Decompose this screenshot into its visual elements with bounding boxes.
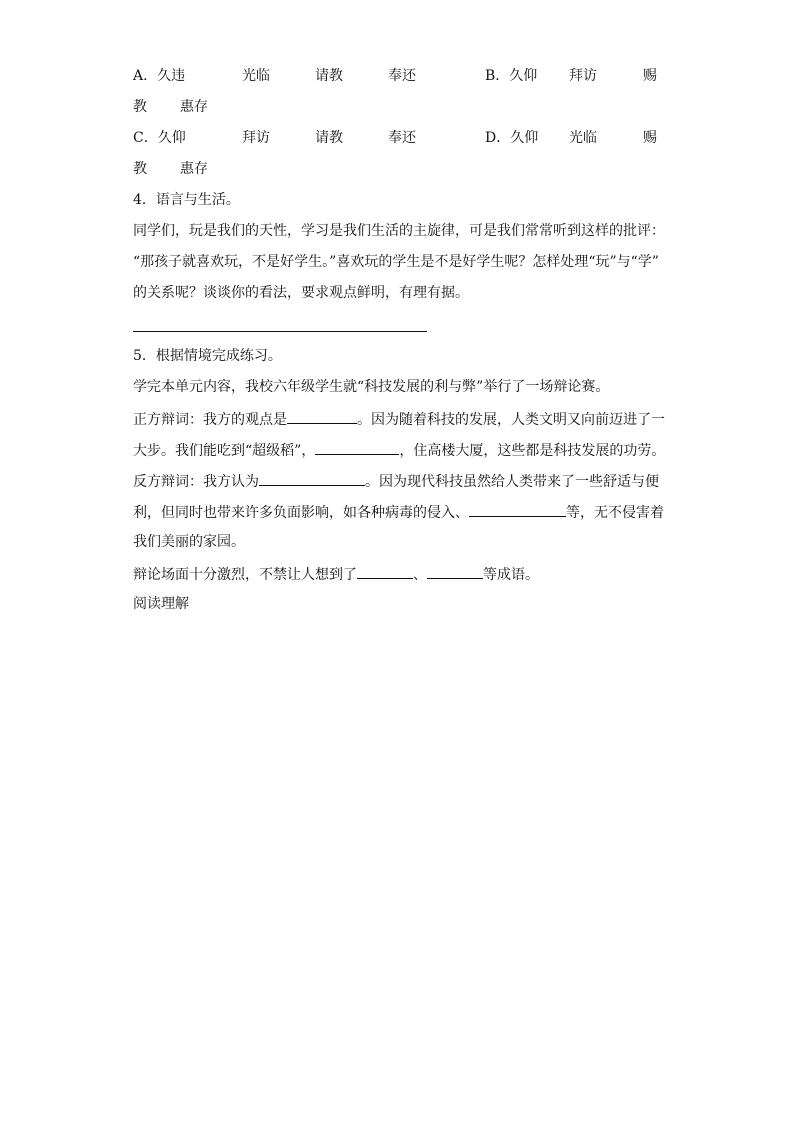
q4-answer-line[interactable] — [133, 331, 427, 332]
option-b-label: B．久仰 — [485, 68, 538, 84]
q4-paragraph-line-3: 的关系呢？谈谈你的看法，要求观点鲜明，有理有据。 — [133, 285, 469, 301]
q5-heading: 5．根据情境完成练习。 — [133, 348, 282, 364]
option-d-word-3: 赐 — [643, 130, 657, 146]
option-b-word-4: 惠存 — [180, 99, 208, 115]
q5-con2-text-b: 等，无不侵害着 — [566, 505, 664, 521]
q5-pro2-text-b: ，住高楼大厦，这些都是科技发展的功劳。 — [399, 443, 666, 459]
q5-con-line-2 — [133, 501, 664, 521]
option-a-word-3: 请教 — [315, 68, 343, 84]
q5-pro2-text-a: 大步。我们能吃到“超级稻”， — [133, 443, 316, 459]
q5-con-text-b: 。因为现代科技虽然给人类带来了一些舒适与便 — [365, 474, 659, 490]
option-d-word-3-cont: 教 — [133, 161, 147, 177]
pro-example-blank[interactable] — [315, 439, 399, 455]
option-d-word-4: 惠存 — [180, 161, 208, 177]
con-example-blank[interactable] — [469, 501, 566, 517]
q5-idiom-sep: 、 — [413, 567, 427, 583]
idiom-blank-2[interactable] — [427, 563, 483, 579]
q5-pro-line-2 — [133, 439, 665, 459]
option-a-label: A．久违 — [133, 68, 186, 84]
q5-con2-text-a: 利，但同时也带来许多负面影响，如各种病毒的侵入、 — [133, 505, 469, 521]
q5-idiom-text-a: 辩论场面十分激烈，不禁让人想到了 — [133, 567, 357, 583]
idiom-blank-1[interactable] — [357, 563, 413, 579]
q4-paragraph-line-2: “那孩子就喜欢玩，不是好学生。”喜欢玩的学生是不是好学生呢？怎样处理“玩”与“学” — [133, 254, 659, 270]
option-c-label: C．久仰 — [133, 130, 186, 146]
option-a-word-2: 光临 — [242, 68, 270, 84]
q4-paragraph-line-1: 同学们，玩是我们的天性，学习是我们生活的主旋律，可是我们常常听到这样的批评： — [133, 223, 665, 239]
con-viewpoint-blank[interactable] — [259, 470, 365, 486]
q5-pro-text-b: 。因为随着科技的发展，人类文明又向前迈进了一 — [357, 412, 665, 428]
q5-con-text-a: 反方辩词：我方认为 — [133, 474, 259, 490]
q5-idiom-text-b: 等成语。 — [483, 567, 539, 583]
option-d-word-2: 光临 — [569, 130, 597, 146]
option-b-word-2: 拜访 — [569, 68, 597, 84]
pro-viewpoint-blank[interactable] — [287, 408, 357, 424]
q5-idiom-line — [133, 563, 539, 583]
q5-intro: 学完本单元内容，我校六年级学生就“科技发展的利与弊”举行了一场辩论赛。 — [133, 379, 610, 395]
q5-pro-line-1 — [133, 408, 665, 428]
option-a-word-4: 奉还 — [388, 68, 416, 84]
section-heading-reading: 阅读理解 — [133, 596, 189, 612]
option-d-label: D．久仰 — [485, 130, 539, 146]
option-c-word-3: 请教 — [315, 130, 343, 146]
q5-con-line-1 — [133, 470, 659, 490]
option-c-word-4: 奉还 — [388, 130, 416, 146]
option-b-word-3-cont: 教 — [133, 99, 147, 115]
q4-heading: 4．语言与生活。 — [133, 192, 240, 208]
option-b-word-3: 赐 — [643, 68, 657, 84]
option-c-word-2: 拜访 — [242, 130, 270, 146]
q5-con-line-3: 我们美丽的家园。 — [133, 534, 245, 550]
q5-pro-text-a: 正方辩词：我方的观点是 — [133, 412, 287, 428]
